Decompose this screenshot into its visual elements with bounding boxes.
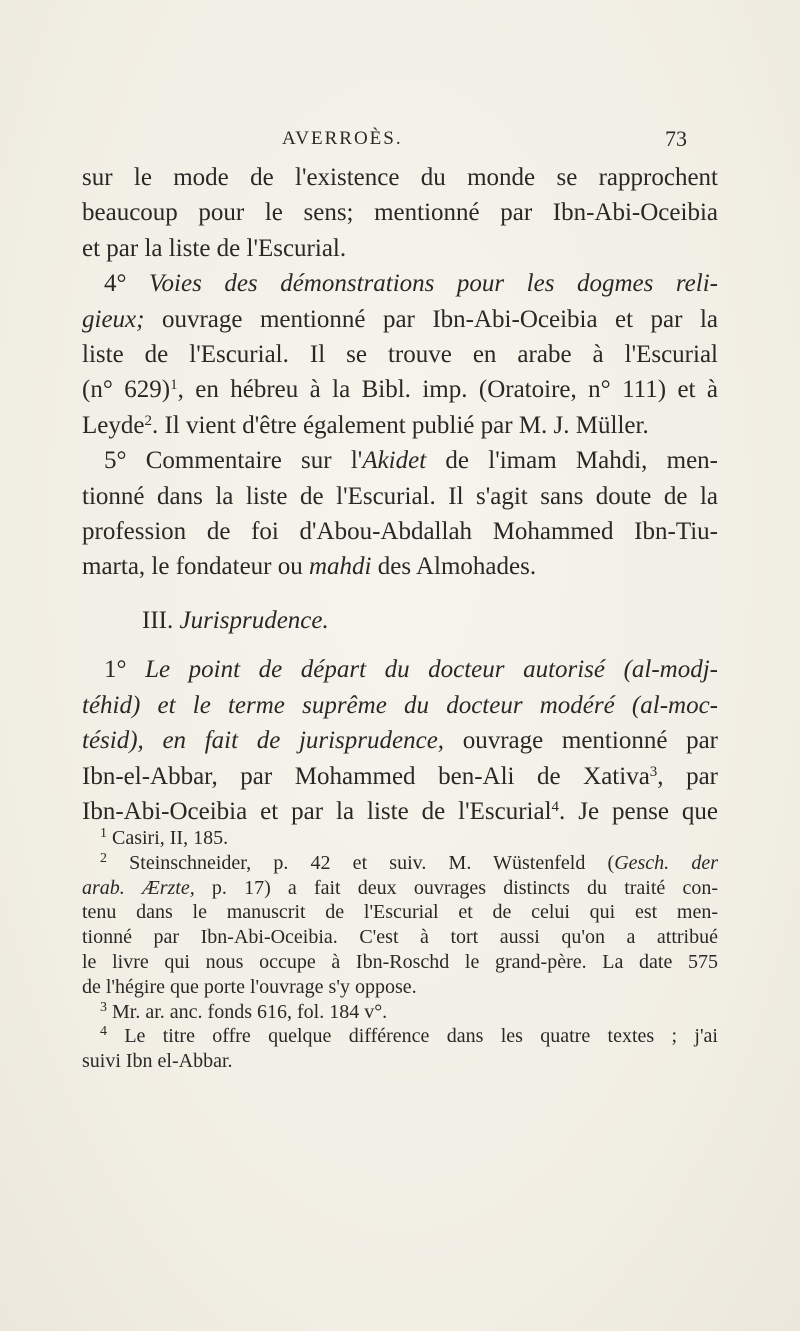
footnote-text: Steinschneider, p. 42 et suiv. M. Wüstenfeld ( <box>107 851 615 874</box>
footnote-number: 3 <box>100 999 107 1015</box>
work-title: Voies des démonstrations pour les dogmes reli- <box>149 270 718 298</box>
text-line <box>82 652 718 687</box>
work-title: gieux; <box>82 305 145 333</box>
footnote-line <box>82 876 718 901</box>
footnotes <box>82 826 718 1074</box>
text-span: ouvrage mentionné par <box>444 727 718 755</box>
footnote-line: de l'hégire que porte l'ouvrage s'y oppose. <box>82 975 417 998</box>
text-span: des Almohades. <box>371 553 537 581</box>
text-line <box>82 549 718 584</box>
footnote-text: p. 17) a fait deux ouvrages distincts du traité con- <box>194 876 718 899</box>
paragraph-item-4 <box>82 266 718 443</box>
footnote-number: 2 <box>100 850 107 866</box>
text-line: sur le mode de l'existence du monde se rapprochent <box>82 164 718 191</box>
page-header <box>0 128 800 158</box>
section-heading <box>82 603 718 638</box>
footnote-1 <box>82 826 718 851</box>
footnote-number: 4 <box>100 1024 107 1040</box>
paragraph-continuation <box>82 160 718 266</box>
text-span: . Je pense que <box>559 797 718 825</box>
footnote-3 <box>82 1000 718 1025</box>
text-line <box>82 759 718 794</box>
running-head: AVERROÈS. <box>282 128 403 149</box>
text-span: marta, le fondateur ou <box>82 553 309 581</box>
section-number: III. <box>142 606 180 634</box>
cited-title: Gesch. der <box>614 851 719 874</box>
text-line: beaucoup pour le sens; mentionné par Ibn-Abi-Oceibia <box>82 199 718 227</box>
item-number: 1° <box>104 656 146 684</box>
footnote-text: Le titre offre quelque différence dans les quatre textes ; j'ai <box>107 1025 718 1048</box>
cited-title: arab. Ærzte, <box>82 876 195 899</box>
text-line <box>82 688 718 723</box>
footnote-text: Casiri, II, 185. <box>107 827 229 849</box>
paragraph-item-5 <box>82 443 718 585</box>
text-line: profession de foi d'Abou-Abdallah Mohammed Ibn-Tiu- <box>82 518 718 546</box>
footnote-2 <box>82 851 718 876</box>
text-line: liste de l'Escurial. Il se trouve en arabe à l'Escurial <box>82 341 718 369</box>
text-line <box>82 794 718 829</box>
footnote-line: suivi Ibn el-Abbar. <box>82 1050 233 1073</box>
text-line <box>82 408 718 443</box>
work-title: Akidet <box>362 447 427 475</box>
footnote-ref: 1 <box>170 377 178 394</box>
text-line <box>82 266 718 301</box>
section-title: Jurisprudence. <box>179 606 329 634</box>
footnote-line: tenu dans le manuscrit de l'Escurial et de celui qui est men- <box>82 901 718 924</box>
emphasis: mahdi <box>309 553 372 581</box>
footnote-number: 1 <box>100 826 107 841</box>
text-span: Ibn-el-Abbar, par Mohammed ben-Ali de Xativa <box>82 762 650 790</box>
text-span: Ibn-Abi-Oceibia et par la liste de l'Escurial <box>82 797 552 825</box>
main-text <box>82 160 718 829</box>
text-span: ouvrage mentionné par Ibn-Abi-Oceibia et par la <box>144 305 718 333</box>
text-line <box>82 443 718 478</box>
text-span: 5° Commentaire sur l' <box>104 447 363 475</box>
text-span: , par <box>657 762 719 790</box>
work-title: Le point de départ du docteur autorisé (al-modj- <box>145 656 718 684</box>
footnote-line: le livre qui nous occupe à Ibn-Roschd le grand-père. La date 575 <box>82 950 718 973</box>
footnote-text: Mr. ar. anc. fonds 616, fol. 184 v°. <box>107 1000 388 1023</box>
item-number: 4° <box>104 270 150 298</box>
work-title: tésid), en fait de jurisprudence, <box>82 727 445 755</box>
text-line <box>82 723 718 758</box>
text-span: (n° 629) <box>82 376 171 404</box>
text-line <box>82 372 718 407</box>
footnote-ref: 3 <box>649 763 658 780</box>
text-line <box>82 302 718 337</box>
footnote-line: tionné par Ibn-Abi-Oceibia. C'est à tort aussi qu'on a attribué <box>82 926 718 949</box>
page-number: 73 <box>665 126 687 151</box>
text-line: et par la liste de l'Escurial. <box>82 234 347 262</box>
text-span: de l'imam Mahdi, men- <box>426 447 719 475</box>
footnote-ref: 4 <box>551 798 560 815</box>
paragraph-item-1 <box>82 652 718 829</box>
text-span: , en hébreu à la Bibl. imp. (Oratoire, n° 111) et à <box>177 376 718 404</box>
footnote-4 <box>82 1024 718 1049</box>
text-span: . Il vient d'être également publié par M. J. Müller. <box>151 411 649 439</box>
text-line: tionné dans la liste de l'Escurial. Il s'agit sans doute de la <box>82 482 718 510</box>
work-title: téhid) et le terme suprême du docteur modéré (al-moc- <box>82 691 718 719</box>
text-span: Leyde <box>82 411 145 439</box>
footnote-ref: 2 <box>144 412 152 429</box>
